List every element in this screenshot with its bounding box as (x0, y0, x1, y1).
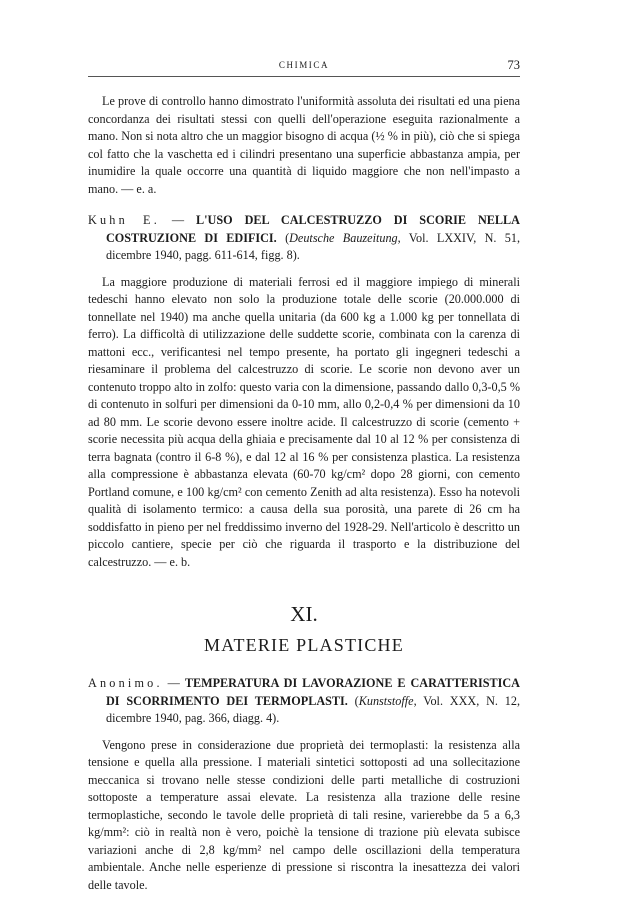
running-header-section: CHIMICA (278, 60, 330, 70)
entry-title: TEMPERATURA DI LAVORAZIONE E CARATTERISTICA DI SCORRIMENTO DEI TERMOPLASTI. (106, 676, 520, 708)
entry-source-journal: Kunststoffe (358, 693, 414, 708)
running-header (88, 58, 520, 78)
page-number: 73 (507, 58, 520, 72)
kuhn-abstract-paragraph: La maggiore produzione di materiali ferrosi ed il maggiore impiego di minerali tedeschi hanno elevato non solo la produzione totale delle scorie (20.000.000 di tonnellate nel 1940) ma anche quella unitaria (da 600 kg a 1.000 kg per tonnellata di ferro). La difficoltà di utilizzazione delle suddette scorie, combinata con la carenza di mattoni ecc., verificantesi nel tempo presente, ha portato gli ingegneri tedeschi a riesaminare il problema del calcestruzzo di scorie. Le scorie non devono aver un contenuto troppo alto in zolfo: questo varia con la dimensione, passando dallo 0,3-0,5 % di contenuto in solfuri per dimensioni da 0-10 mm, allo 0,2-0,4 % per dimensioni da 10 ad 80 mm. Le scorie devono essere inoltre acide. Il calcestruzzo di scorie (cemento + scorie necessita più acqua della ghiaia e precisamente dal 10 al 12 % per consistenza di terra bagnata (contro il 6-8 %), e dal 12 al 16 % per consistenza plastica. La resistenza alla compressione è abbastanza elevata (60-70 kg/cm² dopo 28 giorni, con cemento Portland comune, e 100 kg/cm² con cemento Zenith ad alta resistenza). Esso ha notevoli qualità di isolamento termico: a causa della sua porosità, una parete di 26 cm ha soddisfatto in pieno per nel freddissimo inverno del 1928-29. Nell'articolo è descritto un piccolo cantiere, specie per ciò che riguarda il trasporto e la distribuzione del calcestruzzo. — e. b. (88, 274, 520, 569)
intro-paragraph: Le prove di controllo hanno dimostrato l'uniformità assoluta dei risultati ed una piena concordanza dei risultati stessi con quelli dell'operazione eseguita razionalmente a mano. Non si nota altro che un maggior bisogno di acqua (½ % in più), ciò che si spiega col fatto che la vaschetta ed i cilindri presentano una superficie abbastanza ampia, per inumidire la quale occorre una quantità di liquido maggiore che non nell'impasto a mano. — e. a. (88, 94, 520, 196)
section-number: XI. (290, 602, 318, 626)
entry-source-details: , Vol. XXX, N. 12, dicembre 1940, pag. 366, diagg. 4). (106, 693, 520, 725)
entry-source-details: , Vol. LXXIV, N. 51, dicembre 1940, pagg. 611-614, figg. 8). (106, 230, 520, 262)
entry-source-open: ( (347, 693, 359, 708)
entry-title: L'USO DEL CALCESTRUZZO DI SCORIE NELLA COSTRUZIONE DI EDIFICI. (106, 213, 520, 245)
entry-dash: — (162, 676, 185, 690)
page-body (88, 93, 520, 894)
entry-author: Kuhn E. (88, 213, 160, 227)
bibliographic-entry-anonimo (88, 675, 520, 728)
entry-author: Anonimo. (88, 676, 163, 690)
bibliographic-entry-kuhn (88, 212, 520, 265)
section-title: MATERIE PLASTICHE (204, 635, 404, 655)
header-rule (88, 76, 520, 77)
entry-source-journal: Deutsche Bauzeitung (289, 230, 398, 245)
anonimo-abstract-paragraph: Vengono prese in considerazione due proprietà dei termoplasti: la resistenza alla tensione e quella alla pressione. I materiali sintetici sottoposti ad una sollecitazione meccanica si trovano nelle stesse condizioni delle parti metalliche di costruzioni sottoposte a temperature assai elevate. La resistenza alla trazione delle resine termoplastiche, secondo le tavole delle proprietà di tali resine, varierebbe da 5 a 6,3 kg/mm²: ciò in realtà non è vero, poichè la tensione di trazione più elevata subisce variazioni anche di 2,8 kg/mm² nel campo delle oscillazioni della temperatura ambientale. Anche nelle esperienze di pressione si riscontra la inesattezza dei valori delle tavole. (88, 737, 520, 892)
entry-source-open: ( (276, 230, 290, 245)
entry-dash: — (159, 213, 197, 227)
